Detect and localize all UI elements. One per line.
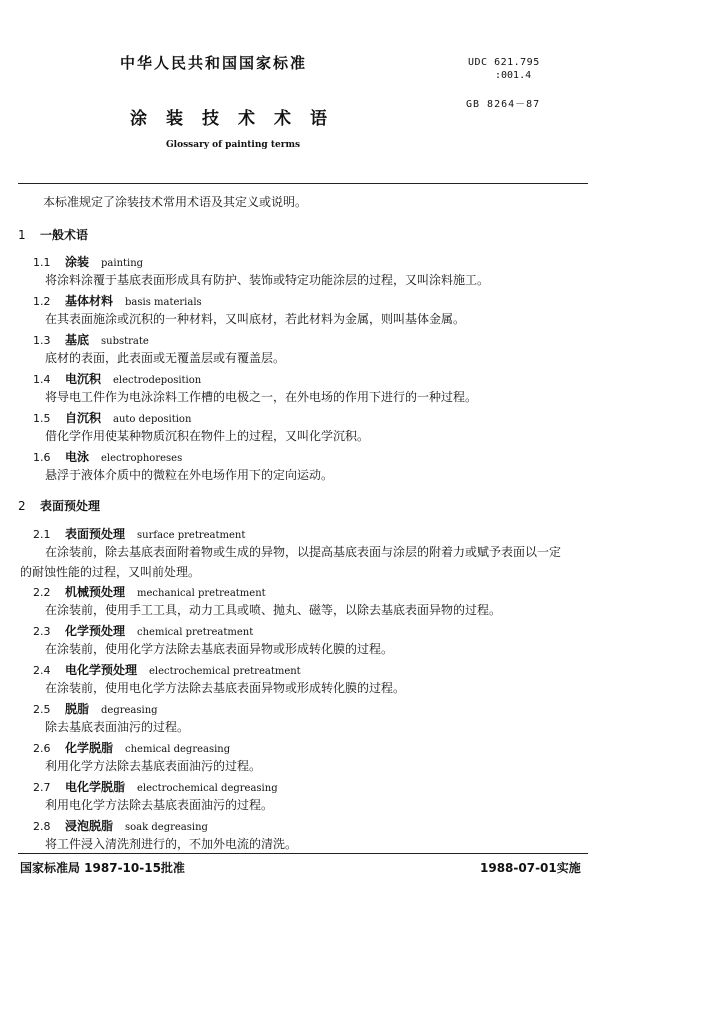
header-divider <box>18 183 588 184</box>
section-title: 表面预处理 <box>40 499 101 513</box>
term-number: 2.3 <box>33 625 51 638</box>
term-heading <box>33 583 266 600</box>
term-number: 1.1 <box>33 256 51 269</box>
approval-line: 国家标准局 1987-10-15批准 <box>20 861 185 875</box>
term-en: soak degreasing <box>125 822 208 833</box>
term-definition: 在涂装前，除去基底表面附着物或生成的异物，以提高基底表面与涂层的附着力或赋予表面以一定 <box>45 545 562 559</box>
term-definition: 将导电工件作为电泳涂料工作槽的电极之一，在外电场的作用下进行的一种过程。 <box>45 390 478 404</box>
page-subtitle: Glossary of painting terms <box>166 140 301 150</box>
term-heading <box>33 817 208 834</box>
term-definition: 利用电化学方法除去基底表面油污的过程。 <box>45 798 274 812</box>
term-definition: 借化学作用使某种物质沉积在物件上的过程，又叫化学沉积。 <box>45 429 370 443</box>
term-cn: 电化学预处理 <box>65 663 138 677</box>
term-en: substrate <box>101 336 149 347</box>
term-number: 1.3 <box>33 334 51 347</box>
section-number: 1 <box>18 228 26 242</box>
intro-text: 本标准规定了涂装技术常用术语及其定义或说明。 <box>43 195 308 209</box>
term-number: 2.1 <box>33 528 51 541</box>
term-en: electrophoreses <box>101 453 183 464</box>
term-en: mechanical pretreatment <box>137 588 266 599</box>
term-definition: 除去基底表面油污的过程。 <box>45 720 190 734</box>
term-number: 1.5 <box>33 412 51 425</box>
implementation-line: 1988-07-01实施 <box>480 861 581 875</box>
term-cn: 电化学脱脂 <box>65 780 126 794</box>
term-heading <box>33 409 191 426</box>
term-heading <box>33 331 149 348</box>
term-cn: 化学脱脂 <box>65 741 114 755</box>
term-definition: 悬浮于液体介质中的微粒在外电场作用下的定向运动。 <box>45 468 334 482</box>
udc-code: UDC 621.795 <box>468 57 540 68</box>
term-en: electrochemical pretreatment <box>149 666 301 677</box>
term-definition: 在涂装前，使用手工工具，动力工具或喷、抛丸、磁等，以除去基底表面异物的过程。 <box>45 603 502 617</box>
term-en: surface pretreatment <box>137 530 246 541</box>
section-number: 2 <box>18 499 26 513</box>
term-definition: 在涂装前，使用化学方法除去基底表面异物或形成转化膜的过程。 <box>45 642 394 656</box>
gb-number: GB 8264－87 <box>466 99 541 110</box>
term-cn: 自沉积 <box>65 411 102 425</box>
term-number: 2.4 <box>33 664 51 677</box>
term-number: 1.2 <box>33 295 51 308</box>
term-en: degreasing <box>101 705 158 716</box>
term-cn: 脱脂 <box>65 702 90 716</box>
term-definition: 底材的表面，此表面或无覆盖层或有覆盖层。 <box>45 351 286 365</box>
term-heading <box>33 370 201 387</box>
term-cn: 基底 <box>65 333 90 347</box>
term-heading <box>33 739 230 756</box>
term-heading <box>33 622 253 639</box>
term-en: chemical pretreatment <box>137 627 254 638</box>
term-definition: 将工件浸入清洗剂进行的，不加外电流的清洗。 <box>45 837 298 851</box>
term-cn: 浸泡脱脂 <box>65 819 114 833</box>
term-definition: 将涂料涂覆于基底表面形成具有防护、装饰或特定功能涂层的过程，又叫涂料施工。 <box>45 273 490 287</box>
term-cn: 电泳 <box>65 450 90 464</box>
term-number: 1.6 <box>33 451 51 464</box>
section-heading <box>18 226 88 243</box>
term-cn: 涂装 <box>65 255 90 269</box>
term-definition: 利用化学方法除去基底表面油污的过程。 <box>45 759 262 773</box>
term-number: 2.8 <box>33 820 51 833</box>
term-number: 2.7 <box>33 781 51 794</box>
term-en: chemical degreasing <box>125 744 231 755</box>
page-title: 涂装技术术语 <box>130 109 346 129</box>
term-cn: 化学预处理 <box>65 624 126 638</box>
section-title: 一般术语 <box>40 228 89 242</box>
standard-name: 中华人民共和国国家标准 <box>120 54 308 72</box>
footer-divider <box>18 853 588 854</box>
term-heading <box>33 661 301 678</box>
udc-code-sub: :001.4 <box>495 70 532 81</box>
term-number: 2.2 <box>33 586 51 599</box>
term-en: painting <box>101 258 144 269</box>
term-heading <box>33 448 182 465</box>
term-cn: 基体材料 <box>65 294 114 308</box>
term-definition: 在涂装前，使用电化学方法除去基底表面异物或形成转化膜的过程。 <box>45 681 406 695</box>
term-cn: 表面预处理 <box>65 527 126 541</box>
term-number: 2.5 <box>33 703 51 716</box>
term-definition: 在其表面施涂或沉积的一种材料，又叫底材，若此材料为金属，则叫基体金属。 <box>45 312 466 326</box>
term-heading <box>33 778 278 795</box>
term-heading <box>33 525 245 542</box>
term-number: 2.6 <box>33 742 51 755</box>
term-heading <box>33 292 202 309</box>
term-heading <box>33 700 158 717</box>
section-heading <box>18 497 100 514</box>
term-en: basis materials <box>125 297 202 308</box>
term-en: electrochemical degreasing <box>137 783 278 794</box>
term-en: auto deposition <box>113 414 192 425</box>
term-en: electrodeposition <box>113 375 202 386</box>
term-cn: 机械预处理 <box>65 585 126 599</box>
term-definition-cont: 的耐蚀性能的过程，又叫前处理。 <box>20 565 201 579</box>
term-heading <box>33 253 143 270</box>
term-number: 1.4 <box>33 373 51 386</box>
term-cn: 电沉积 <box>65 372 102 386</box>
